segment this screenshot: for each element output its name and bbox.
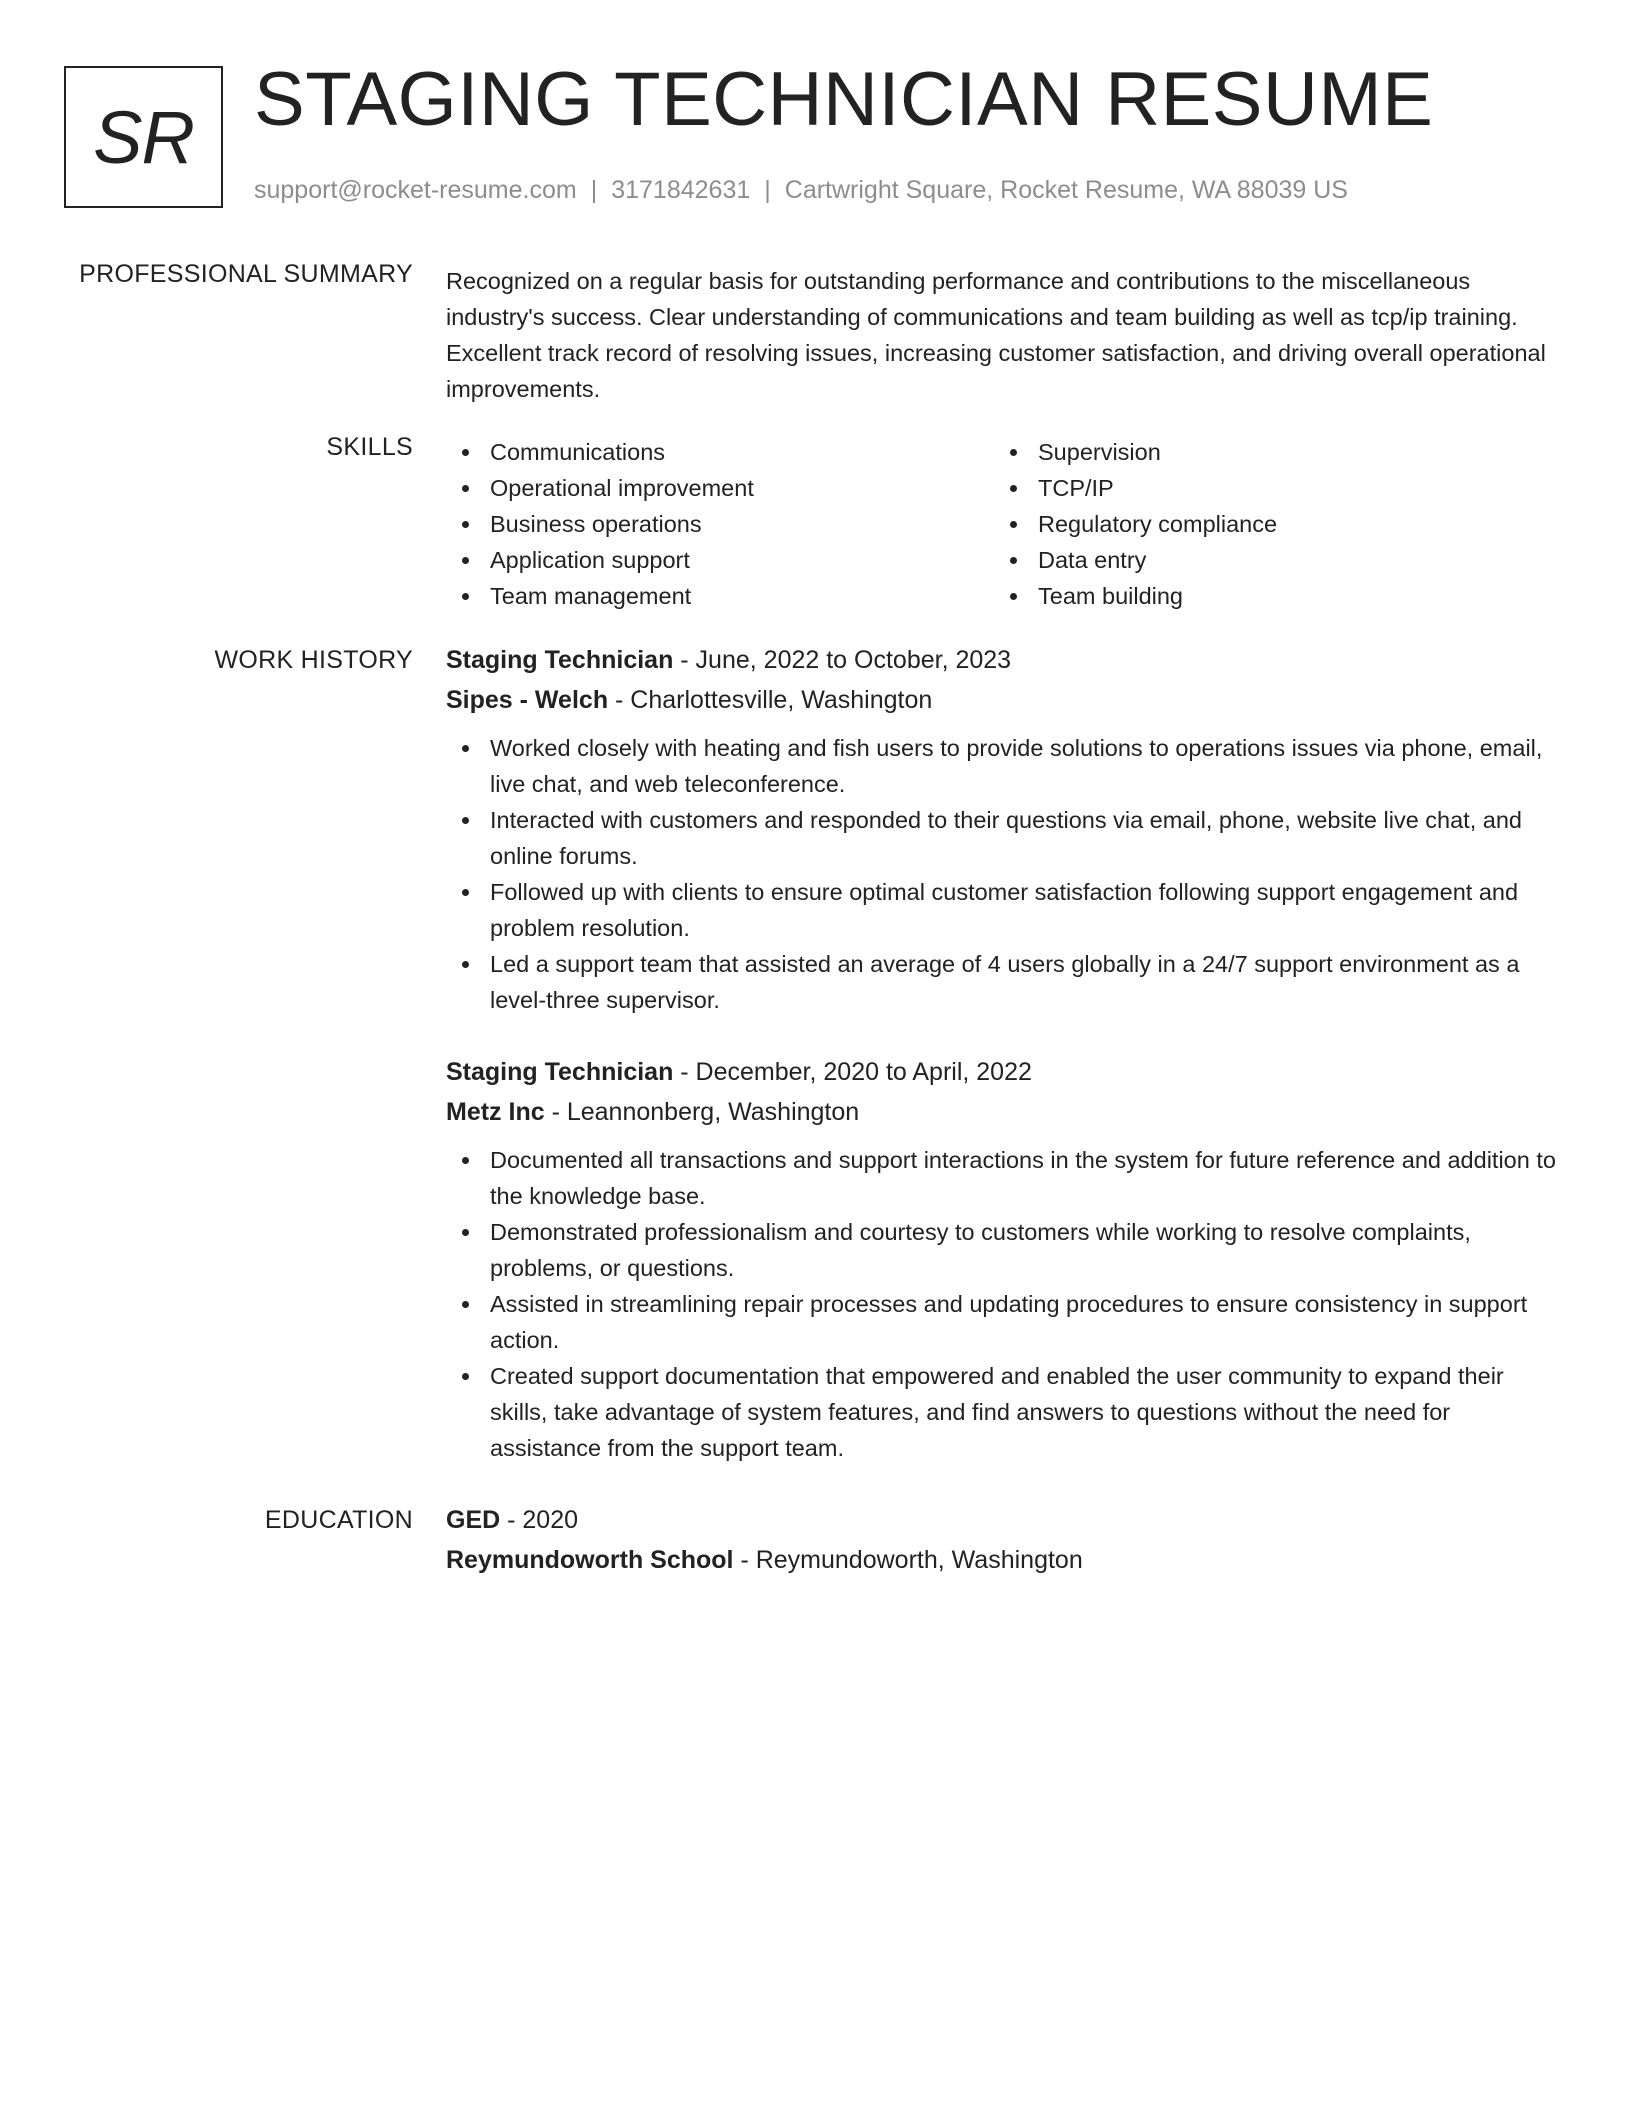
- education-school-line: [446, 1540, 1566, 1580]
- resume-title: STAGING TECHNICIAN RESUME: [254, 57, 1434, 142]
- skills-column-left: [446, 434, 994, 614]
- job-bullet: Demonstrated professionalism and courtesy to customers while working to resolve complaints, problems, or questions.: [446, 1214, 1566, 1286]
- education-year: - 2020: [500, 1506, 579, 1534]
- monogram-logo: [64, 66, 223, 208]
- job-location: - Leannonberg, Washington: [544, 1098, 860, 1126]
- job-title-line: [446, 1052, 1566, 1092]
- job-bullet: Followed up with clients to ensure optimal customer satisfaction following support engagement and problem resolution.: [446, 874, 1566, 946]
- contact-email: support@rocket-resume.com: [254, 176, 577, 204]
- job-bullet: Led a support team that assisted an average of 4 users globally in a 24/7 support environment as a level-three supervisor.: [446, 946, 1566, 1018]
- skill-item: Application support: [446, 542, 994, 578]
- job-company: Metz Inc: [446, 1098, 545, 1126]
- job-title-line: [446, 640, 1566, 680]
- summary-text: Recognized on a regular basis for outstanding performance and contributions to the miscellaneous industry's success. Clear understanding of communications and team building as well as tcp/ip training. Excellent track record of resolving issues, increasing customer satisfaction, and driving overall operational improvements.: [446, 268, 1546, 402]
- education-degree: GED: [446, 1506, 501, 1534]
- skill-item: Communications: [446, 434, 994, 470]
- section-label-summary: PROFESSIONAL SUMMARY: [79, 260, 413, 288]
- job-location: - Charlottesville, Washington: [608, 686, 933, 714]
- skill-item: Business operations: [446, 506, 994, 542]
- education-degree-line: [446, 1500, 1566, 1540]
- skill-item: Operational improvement: [446, 470, 994, 506]
- skill-item: Regulatory compliance: [994, 506, 1542, 542]
- job-bullets: [446, 1142, 1566, 1466]
- skill-item: Team management: [446, 578, 994, 614]
- job-company-line: [446, 1092, 1566, 1132]
- contact-phone: 3171842631: [611, 176, 751, 204]
- section-label-work-history: WORK HISTORY: [214, 646, 413, 674]
- job-company: Sipes - Welch: [446, 686, 609, 714]
- section-label-skills: SKILLS: [326, 433, 413, 461]
- contact-address: Cartwright Square, Rocket Resume, WA 88039 US: [784, 176, 1348, 204]
- job-entry: [446, 640, 1566, 1018]
- job-company-line: [446, 680, 1566, 720]
- job-bullet: Assisted in streamlining repair processes and updating procedures to ensure consistency in support action.: [446, 1286, 1566, 1358]
- job-bullet: Documented all transactions and support interactions in the system for future reference and addition to the knowledge base.: [446, 1142, 1566, 1214]
- job-title: Staging Technician: [446, 646, 674, 674]
- job-bullets: [446, 730, 1566, 1018]
- job-entry: [446, 1052, 1566, 1466]
- job-bullet: Created support documentation that empowered and enabled the user community to expand their skills, take advantage of system features, and find answers to questions without the need for assistance from the support team.: [446, 1358, 1566, 1466]
- job-dates: - June, 2022 to October, 2023: [673, 646, 1012, 674]
- education-location: - Reymundoworth, Washington: [733, 1546, 1083, 1574]
- skill-item: Team building: [994, 578, 1542, 614]
- skill-item: TCP/IP: [994, 470, 1542, 506]
- job-title: Staging Technician: [446, 1058, 674, 1086]
- monogram-initials: SR: [93, 95, 194, 179]
- skill-item: Data entry: [994, 542, 1542, 578]
- contact-separator: |: [764, 176, 771, 204]
- job-bullet: Worked closely with heating and fish users to provide solutions to operations issues via phone, email, live chat, and web teleconference.: [446, 730, 1566, 802]
- job-dates: - December, 2020 to April, 2022: [673, 1058, 1032, 1086]
- education-school: Reymundoworth School: [446, 1546, 734, 1574]
- section-label-education: EDUCATION: [264, 1506, 413, 1534]
- contact-line: [254, 176, 1348, 205]
- job-bullet: Interacted with customers and responded to their questions via email, phone, website live chat, and online forums.: [446, 802, 1566, 874]
- skill-item: Supervision: [994, 434, 1542, 470]
- contact-separator: |: [590, 176, 598, 204]
- skills-column-right: [994, 434, 1542, 614]
